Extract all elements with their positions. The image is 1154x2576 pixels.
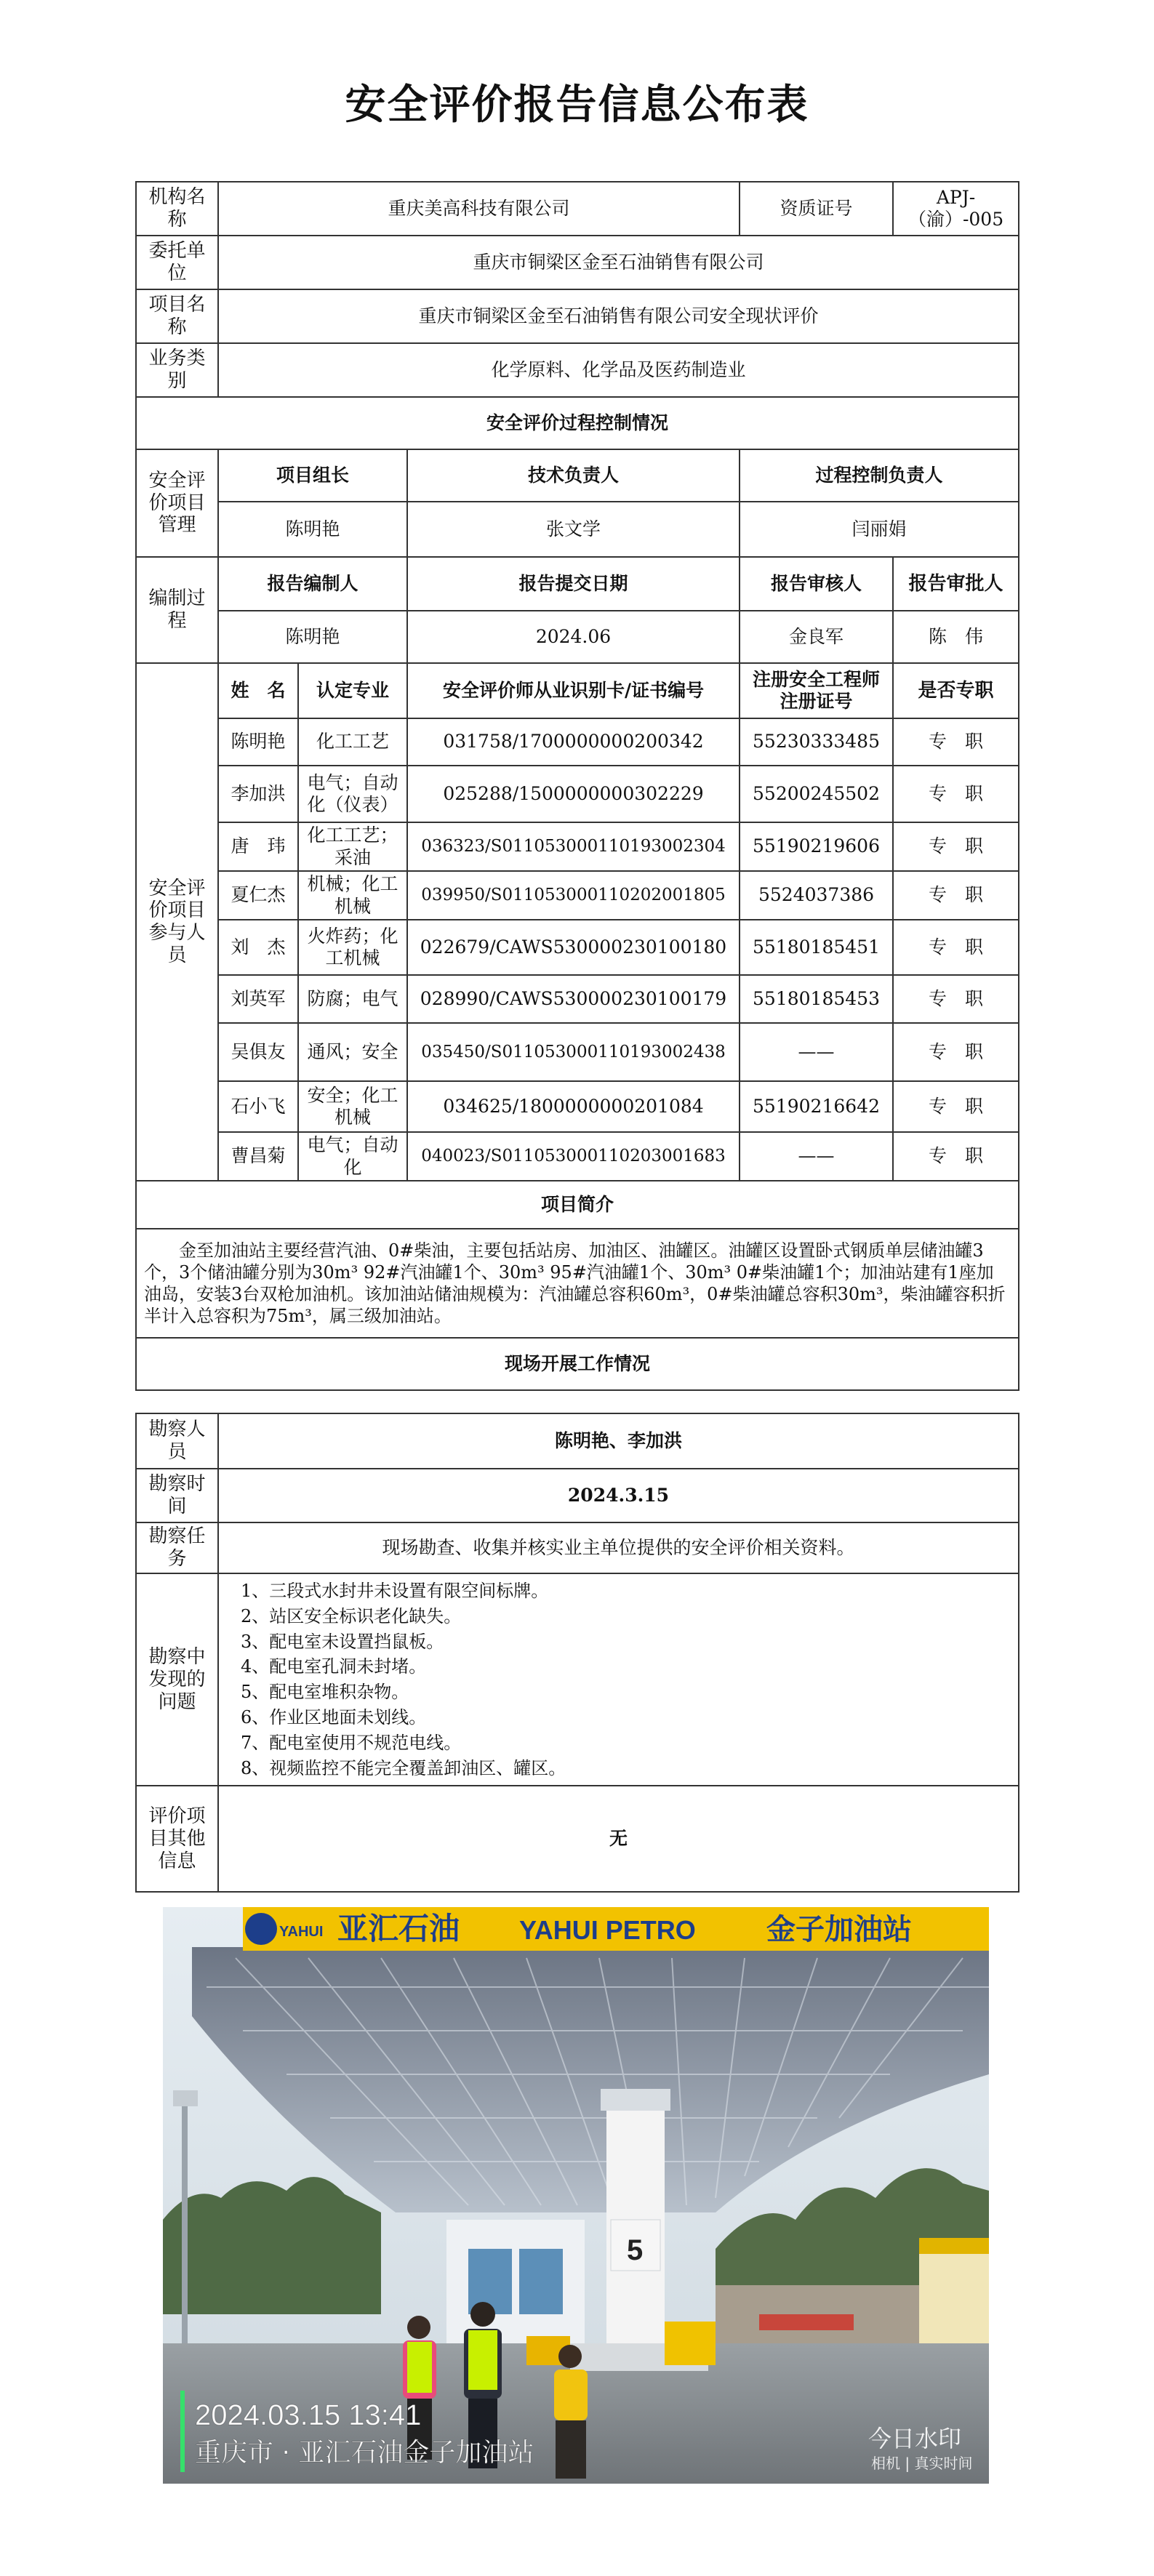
survey-time-label: 勘察时间: [136, 1469, 218, 1522]
person-name: 李加洪: [218, 766, 298, 822]
project-label: 项目名称: [136, 289, 218, 343]
cert-value: APJ-（渝）-005: [893, 182, 1019, 236]
survey-staff-value: 陈明艳、李加洪: [218, 1413, 1019, 1469]
process-section-title: 安全评价过程控制情况: [136, 397, 1019, 449]
person-reg: 55190219606: [740, 822, 893, 871]
compile-label: 编制过程: [136, 557, 218, 663]
project-value: 重庆市铜梁区金至石油销售有限公司安全现状评价: [218, 289, 1019, 343]
page-title: 安全评价报告信息公布表: [345, 81, 809, 129]
personnel-header-cert: 安全评价师从业识别卡/证书编号: [407, 663, 740, 718]
survey-task-label: 勘察任务: [136, 1522, 218, 1573]
org-label: 机构名称: [136, 182, 218, 236]
personnel-header-specialty: 认定专业: [298, 663, 407, 718]
person-specialty: 安全；化工机械: [298, 1081, 407, 1132]
compile-value-author: 陈明艳: [218, 611, 407, 663]
mgmt-label: 安全评价项目管理: [136, 449, 218, 557]
table-row: [136, 1023, 1019, 1081]
person-reg: 55230333485: [740, 718, 893, 766]
person-name: 唐 玮: [218, 822, 298, 871]
person-reg: 5524037386: [740, 871, 893, 920]
site-photo: [163, 1907, 989, 2484]
person-reg: 55190216642: [740, 1081, 893, 1132]
canopy-station-name: 金子加油站: [766, 1913, 912, 1946]
list-item: 8、视频监控不能完全覆盖卸油区、罐区。: [241, 1757, 566, 1778]
list-item: 5、配电室堆积杂物。: [241, 1682, 409, 1703]
compile-header-author: 报告编制人: [218, 557, 407, 611]
survey-task-value: 现场勘查、收集并核实业主单位提供的安全评价相关资料。: [218, 1522, 1019, 1573]
person-specialty: 火炸药；化工机械: [298, 920, 407, 975]
person-cert: 035450/S011053000110193002438: [407, 1023, 740, 1081]
mgmt-header-control: 过程控制负责人: [740, 449, 1019, 502]
compile-header-reviewer: 报告审核人: [740, 557, 893, 611]
table-row: [136, 1132, 1019, 1181]
table-row: [136, 1081, 1019, 1132]
personnel-label: 安全评价项目参与人员: [136, 663, 218, 1181]
person-cert: 034625/1800000000201084: [407, 1081, 740, 1132]
person-fulltime: 专 职: [893, 975, 1019, 1023]
compile-header-date: 报告提交日期: [407, 557, 740, 611]
person-cert: 039950/S011053000110202001805: [407, 871, 740, 920]
person-reg: 55200245502: [740, 766, 893, 822]
person-reg: ——: [740, 1132, 893, 1181]
person-cert: 036323/S011053000110193002304: [407, 822, 740, 871]
person-fulltime: 专 职: [893, 1081, 1019, 1132]
table-row: [136, 871, 1019, 920]
canopy-brand-en: YAHUI PETRO: [519, 1915, 696, 1945]
survey-other-value: 无: [218, 1786, 1019, 1892]
watermark-sub: 相机 | 真实时间: [871, 2455, 973, 2472]
person-reg: ——: [740, 1023, 893, 1081]
cert-label: 资质证号: [740, 182, 893, 236]
personnel-header-name: 姓 名: [218, 663, 298, 718]
table-row: [136, 766, 1019, 822]
list-item: 3、配电室未设置挡鼠板。: [241, 1631, 444, 1652]
mgmt-header-leader: 项目组长: [218, 449, 407, 502]
person-fulltime: 专 职: [893, 766, 1019, 822]
list-item: 1、三段式水封井未设置有限空间标牌。: [241, 1581, 549, 1601]
person-fulltime: 专 职: [893, 920, 1019, 975]
side-building: [919, 2249, 989, 2351]
person-specialty: 防腐；电气: [298, 975, 407, 1023]
survey-other-label: 评价项目其他信息: [136, 1786, 218, 1892]
mgmt-value-leader: 陈明艳: [218, 502, 407, 557]
survey-issues-list: [218, 1573, 1019, 1786]
table-row: [136, 920, 1019, 975]
person-reg: 55180185453: [740, 975, 893, 1023]
table-row: [136, 718, 1019, 766]
category-value: 化学原料、化学品及医药制造业: [218, 343, 1019, 397]
compile-value-approver: 陈 伟: [893, 611, 1019, 663]
project-summary-text: 金至加油站主要经营汽油、0#柴油，主要包括站房、加油区、油罐区。油罐区设置卧式钢质单层储油罐3个，3个储油罐分别为30m³ 92#汽油罐1个、30m³ 95#汽油罐1个、30m³ 0#柴油罐1个；加油站建有1座加油岛，安装3台双枪加油机。该加油站储油规模为：汽油罐总容积60m³，0#柴油罐总容积30m³，柴油罐容积折半计入总容积为75m³，属三级加油站。: [136, 1229, 1019, 1338]
person-cert: 022679/CAWS530000230100180: [407, 920, 740, 975]
person-specialty: 通风；安全: [298, 1023, 407, 1081]
person-fulltime: 专 职: [893, 871, 1019, 920]
watermark-main: 今日水印: [868, 2425, 962, 2452]
compile-value-reviewer: 金良军: [740, 611, 893, 663]
person-name: 曹昌菊: [218, 1132, 298, 1181]
client-label: 委托单位: [136, 236, 218, 289]
pump-number: 5: [627, 2234, 644, 2266]
personnel-header-fulltime: 是否专职: [893, 663, 1019, 718]
table-row: [136, 822, 1019, 871]
photo-location: 重庆市 · 亚汇石油金子加油站: [195, 2438, 534, 2468]
category-label: 业务类别: [136, 343, 218, 397]
person-fulltime: 专 职: [893, 718, 1019, 766]
person-cert: 040023/S011053000110203001683: [407, 1132, 740, 1181]
person-fulltime: 专 职: [893, 822, 1019, 871]
street-lamp: [182, 2103, 188, 2343]
mgmt-value-control: 闫丽娟: [740, 502, 1019, 557]
client-value: 重庆市铜梁区金至石油销售有限公司: [218, 236, 1019, 289]
list-item: 6、作业区地面未划线。: [241, 1706, 427, 1728]
person-specialty: 化工工艺: [298, 718, 407, 766]
canopy-brand-cn: 亚汇石油: [337, 1911, 460, 1946]
person-name: 吴俱友: [218, 1023, 298, 1081]
table-row: [136, 975, 1019, 1023]
mgmt-header-tech: 技术负责人: [407, 449, 740, 502]
person-specialty: 电气；自动化: [298, 1132, 407, 1181]
yahui-logo-icon: [245, 1913, 277, 1945]
canopy-logo-text: YAHUI: [279, 1924, 324, 1940]
person-cert: 028990/CAWS530000230100179: [407, 975, 740, 1023]
field-work-section-title: 现场开展工作情况: [136, 1338, 1019, 1390]
person-cert: 031758/1700000000200342: [407, 718, 740, 766]
canopy-pillar: [606, 2089, 665, 2343]
person-name: 石小飞: [218, 1081, 298, 1132]
personnel-header-reg: 注册安全工程师注册证号: [740, 663, 893, 718]
compile-value-date: 2024.06: [407, 611, 740, 663]
person-name: 刘 杰: [218, 920, 298, 975]
list-item: 4、配电室孔洞未封堵。: [241, 1656, 427, 1677]
survey-time-value: 2024.3.15: [218, 1469, 1019, 1522]
org-value: 重庆美高科技有限公司: [218, 182, 740, 236]
list-item: 7、配电室使用不规范电线。: [241, 1732, 462, 1753]
person-cert: 025288/1500000000302229: [407, 766, 740, 822]
mgmt-value-tech: 张文学: [407, 502, 740, 557]
photo-timestamp: 2024.03.15 13:41: [195, 2399, 422, 2431]
list-item: 2、站区安全标识老化缺失。: [241, 1605, 462, 1626]
timestamp-accent-bar: [180, 2391, 185, 2472]
person-name: 夏仁杰: [218, 871, 298, 920]
survey-issues-label: 勘察中发现的问题: [136, 1573, 218, 1786]
person-name: 陈明艳: [218, 718, 298, 766]
person-specialty: 化工工艺；采油: [298, 822, 407, 871]
person-fulltime: 专 职: [893, 1132, 1019, 1181]
person-fulltime: 专 职: [893, 1023, 1019, 1081]
survey-staff-label: 勘察人员: [136, 1413, 218, 1469]
person-reg: 55180185451: [740, 920, 893, 975]
report-info-table: [135, 181, 1019, 1391]
tree-line-left: [163, 2177, 381, 2314]
survey-table: [135, 1413, 1019, 1893]
summary-section-title: 项目简介: [136, 1181, 1019, 1229]
person-specialty: 机械；化工机械: [298, 871, 407, 920]
compile-header-approver: 报告审批人: [893, 557, 1019, 611]
person-name: 刘英军: [218, 975, 298, 1023]
person-specialty: 电气；自动化（仪表）: [298, 766, 407, 822]
